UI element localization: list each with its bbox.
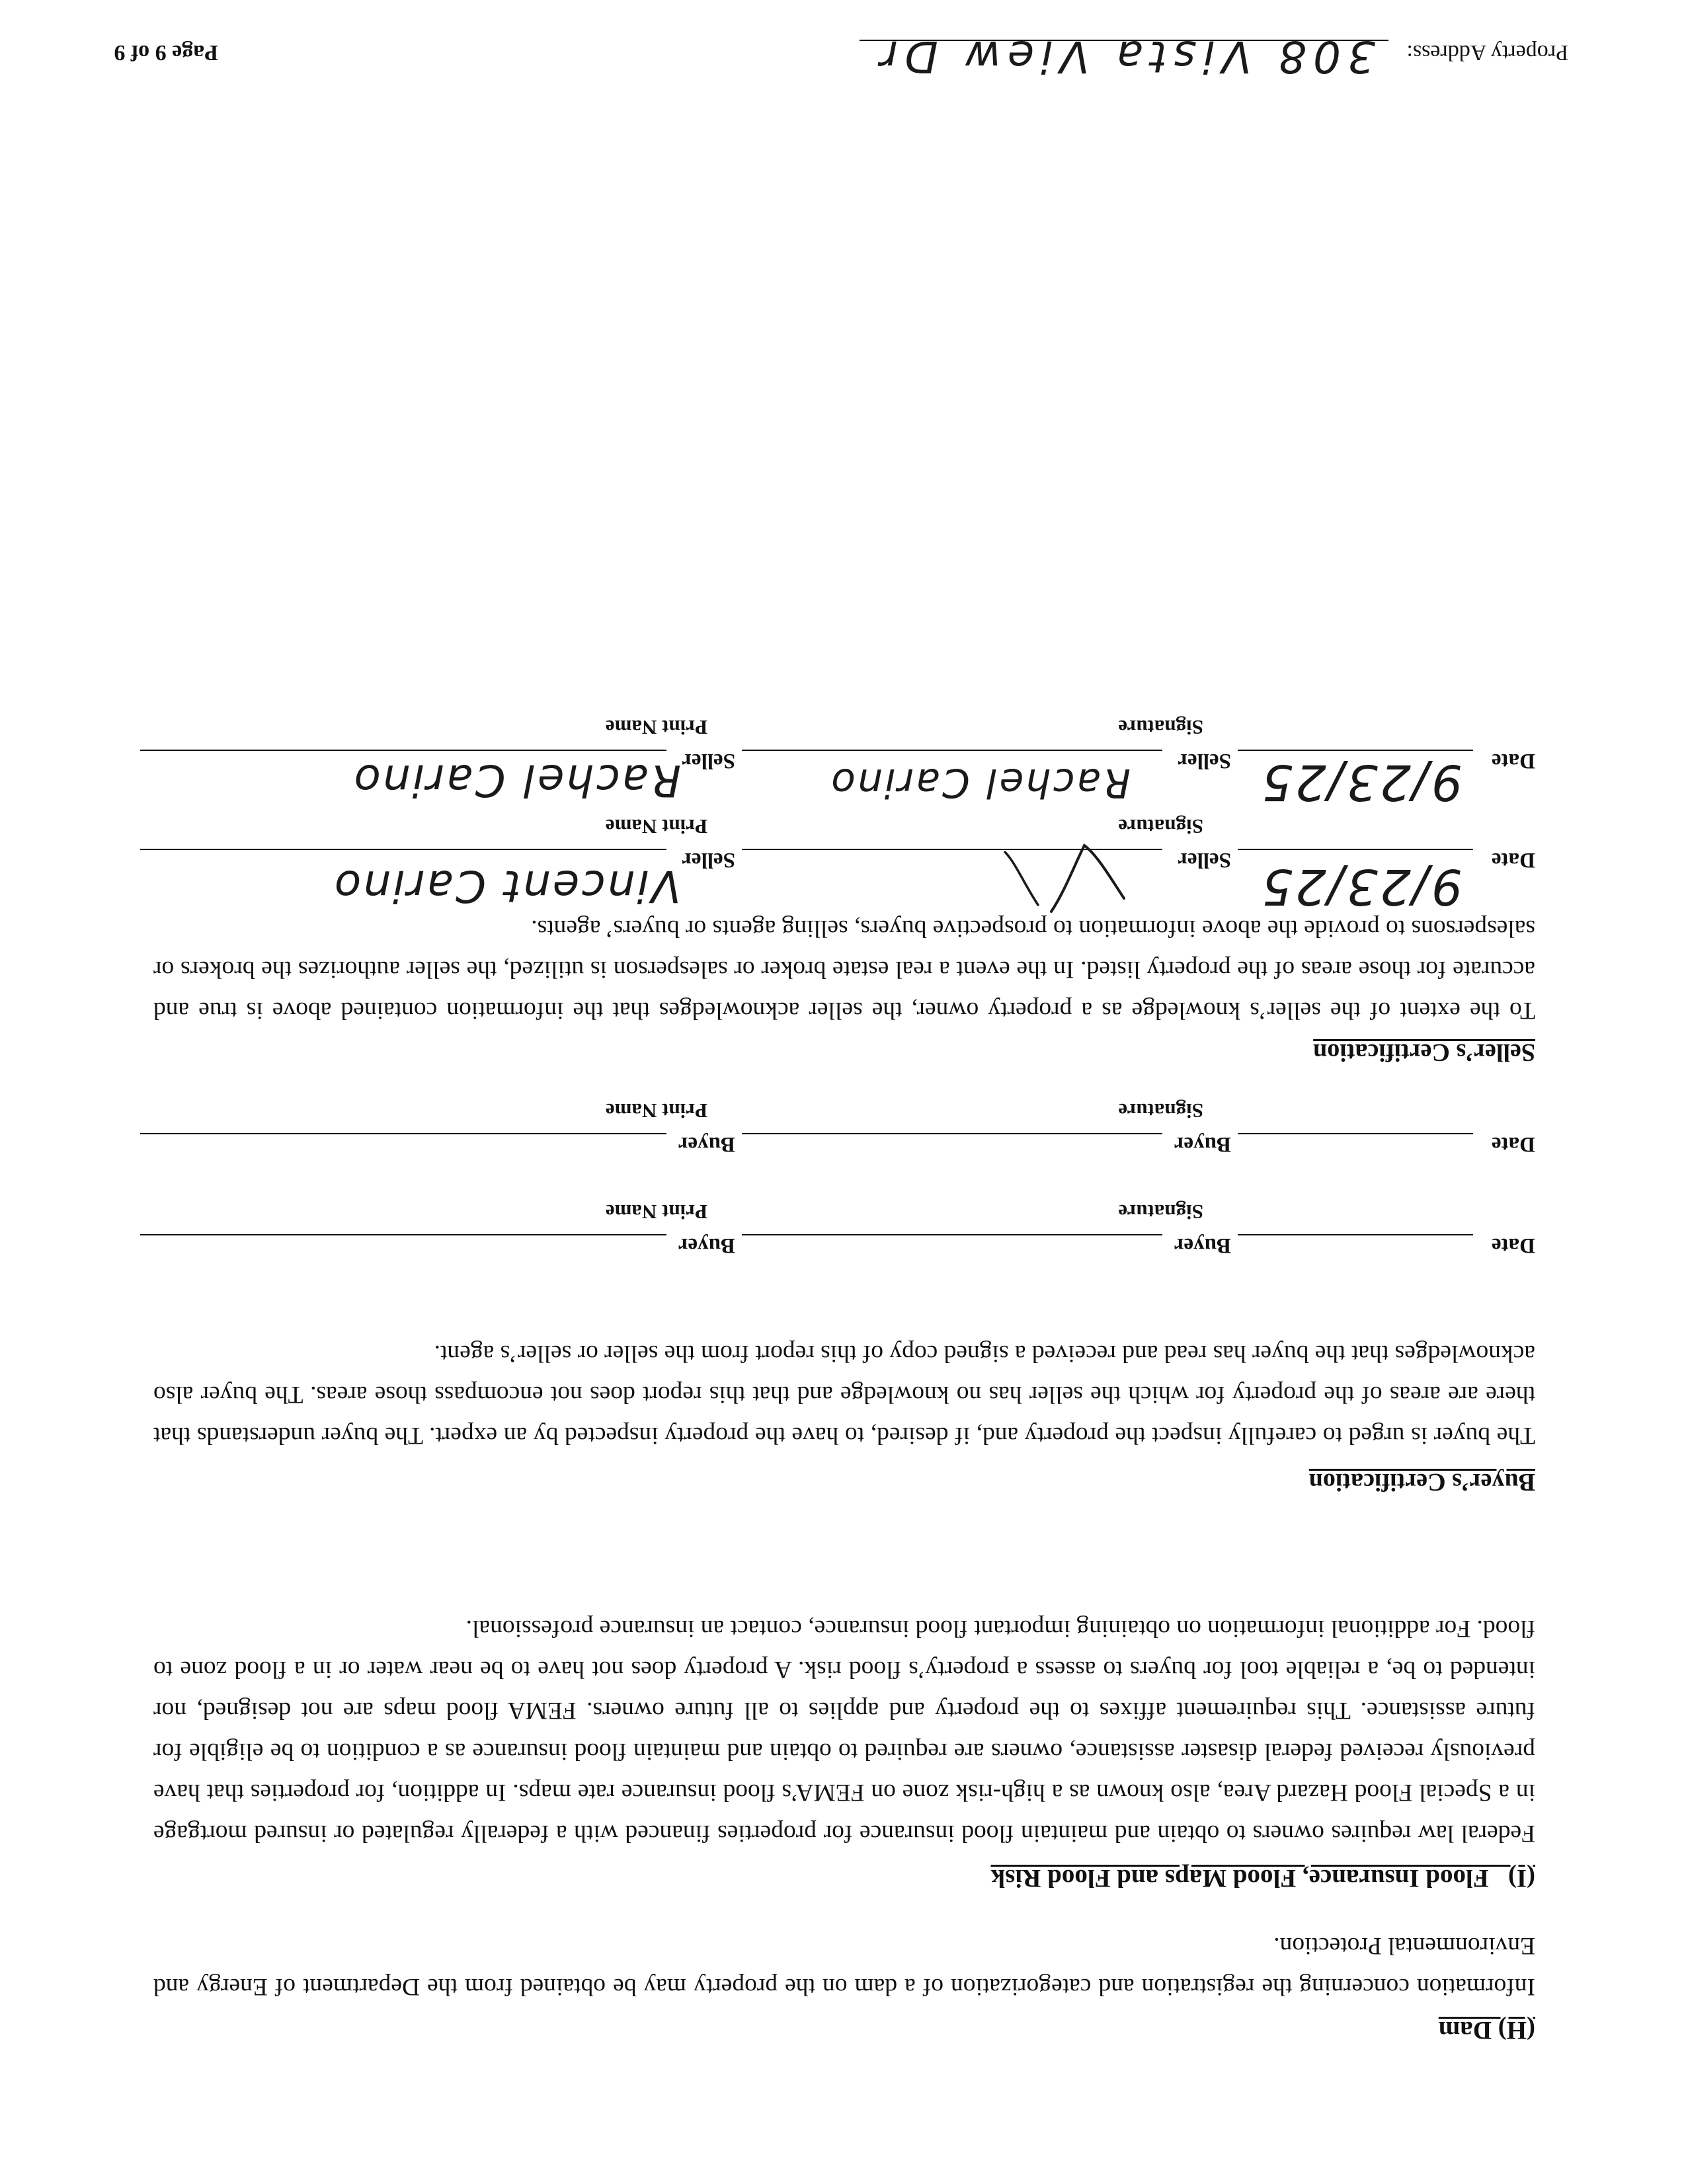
buyer-label: Buyer <box>678 1132 735 1156</box>
handwritten-print-name-2: Rachel Carino <box>352 755 681 806</box>
seller-date-field-1[interactable] <box>1238 849 1473 850</box>
buyer-certification-heading: Buyer’s Certification <box>1308 1468 1535 1496</box>
buyer-print-name-field-2[interactable] <box>140 1133 666 1134</box>
seller-label: Seller <box>1178 749 1231 773</box>
buyer-label: Buyer <box>1174 1233 1231 1257</box>
seller-label: Seller <box>682 848 735 872</box>
signature-caption: Signature <box>1118 716 1203 739</box>
buyer-date-field-1[interactable] <box>1238 1234 1473 1235</box>
seller-label: Seller <box>1178 848 1231 872</box>
signature-caption: Signature <box>1118 1200 1203 1224</box>
seller-label: Seller <box>682 749 735 773</box>
signature-caption: Signature <box>1118 815 1203 838</box>
seller-certification-text: To the extent of the seller’s knowledge as a property owner, the seller acknowledges that the information contained above is true and accurate for those areas of the property listed. In the event a real estate broker or salesperson is utilized, the seller authorizes the brokers or salespersons to provide the above information to prospective buyers, selling agents or buyers’ agents. <box>153 915 1535 1024</box>
handwritten-signature-2: Rachel Carino <box>829 760 1131 806</box>
buyer-print-name-field-1[interactable] <box>140 1234 666 1235</box>
handwritten-signature-1 <box>926 839 1137 918</box>
seller-print-name-field-1[interactable] <box>140 849 666 850</box>
handwritten-date-2: 9/23/25 <box>1260 754 1463 810</box>
date-label: Date <box>1492 1233 1535 1257</box>
section-i-heading: (I) Flood Insurance, Flood Maps and Flood Risk <box>990 1864 1535 1892</box>
print-name-caption: Print Name <box>605 815 707 838</box>
buyer-signature-field-2[interactable] <box>742 1133 1162 1134</box>
section-h-heading: (H) Dam <box>1438 2016 1535 2045</box>
buyer-signature-row-2 <box>140 1128 1535 1167</box>
section-i-text: Federal law requires owners to obtain and maintain flood insurance for properties financed with a federally regulated or insured mortgage in a Special Flood Hazard Area, also known as a high-risk zone on FEMA’s flood insurance rate maps. In addition, for properties that have previously received federal disaster assistance, owners are required to obtain and maintain flood insurance as a condition to be eligible for future assistance. This requirement affixes to the property and applies to all future owners. FEMA flood maps are not designed, nor intended to be, a reliable tool for buyers to assess a property’s flood risk. A property does not have to be near water or in a flood zone to flood. For additional information on obtaining important flood insurance, contact an insurance professional. <box>153 1615 1535 1847</box>
buyer-date-field-2[interactable] <box>1238 1133 1473 1134</box>
property-address-label: Property Address: <box>1406 40 1568 65</box>
buyer-certification-text: The buyer is urged to carefully inspect the property and, if desired, to have the property inspected by an expert. The buyer understands that there are areas of the property for which the seller has no knowledge and that this report does not encompass those areas. The buyer also acknowledges that the buyer has read and received a signed copy of this report from the seller or seller’s agent. <box>153 1340 1535 1449</box>
seller-signature-field-2[interactable] <box>742 750 1162 751</box>
date-label: Date <box>1492 749 1535 773</box>
handwritten-print-name-1: Vincent Carino <box>332 861 681 912</box>
print-name-caption: Print Name <box>605 1099 707 1122</box>
seller-print-name-field-2[interactable] <box>140 750 666 751</box>
date-label: Date <box>1492 848 1535 872</box>
seller-certification-heading: Seller’s Certification <box>1313 1038 1535 1066</box>
buyer-label: Buyer <box>1174 1132 1231 1156</box>
property-address-value: 308 Vista View Dr <box>873 31 1375 82</box>
print-name-caption: Print Name <box>605 1200 707 1224</box>
buyer-signature-row-1 <box>140 1229 1535 1268</box>
buyer-signature-field-1[interactable] <box>742 1234 1162 1235</box>
print-name-caption: Print Name <box>605 716 707 739</box>
seller-date-field-2[interactable] <box>1238 750 1473 751</box>
section-h-text: Information concerning the registration and categorization of a dam on the property may be obtained from the Department of Energy and Environmental Protection. <box>153 1932 1535 2000</box>
signature-caption: Signature <box>1118 1099 1203 1122</box>
date-label: Date <box>1492 1132 1535 1156</box>
handwritten-date-1: 9/23/25 <box>1260 858 1463 915</box>
buyer-label: Buyer <box>678 1233 735 1257</box>
page-number: Page 9 of 9 <box>114 40 218 65</box>
